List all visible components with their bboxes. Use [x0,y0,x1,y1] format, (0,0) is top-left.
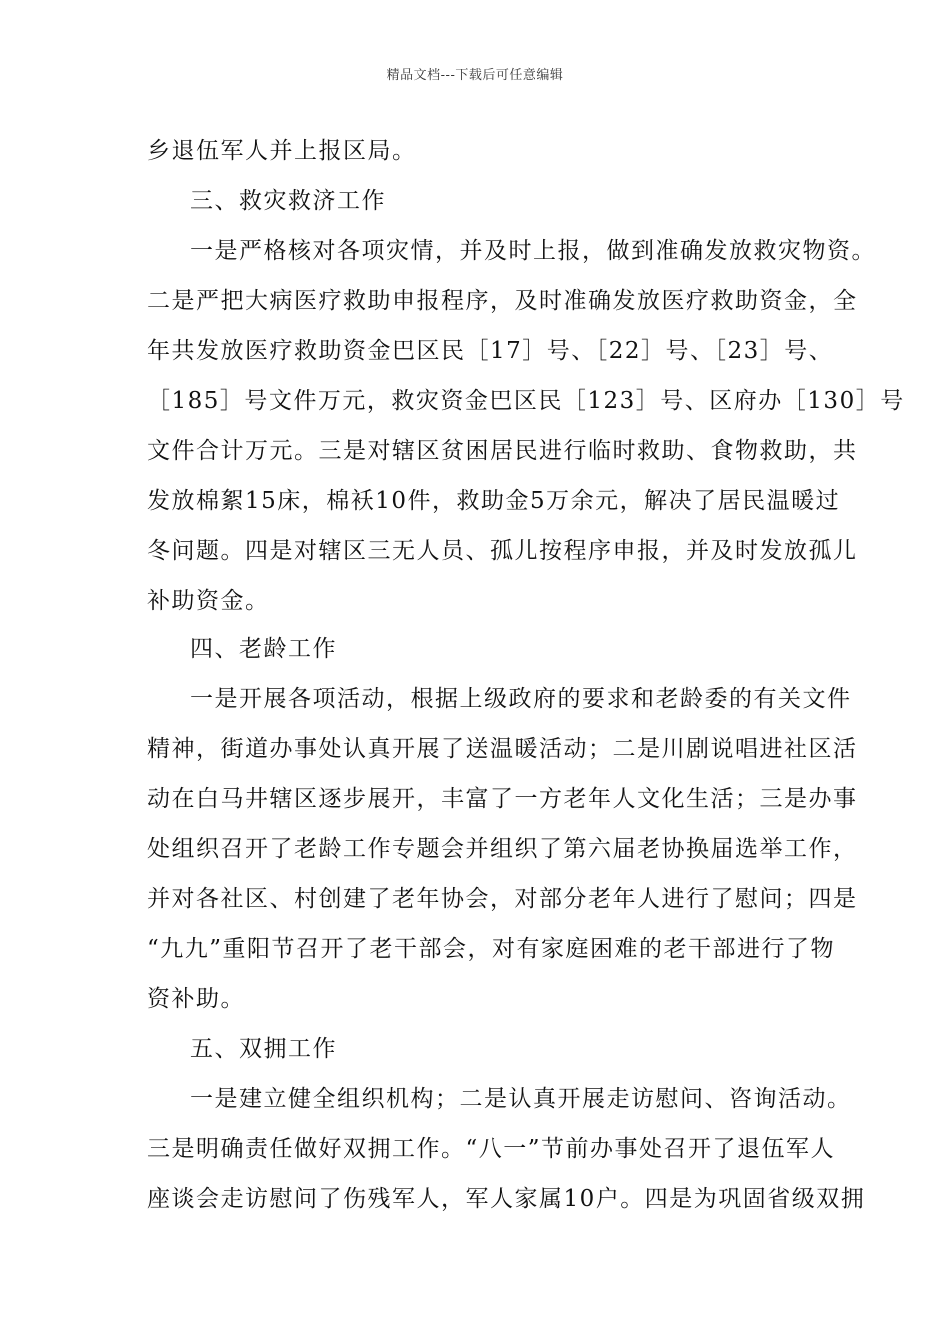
page-header: 精品文档---下载后可任意编辑 [386,68,564,83]
